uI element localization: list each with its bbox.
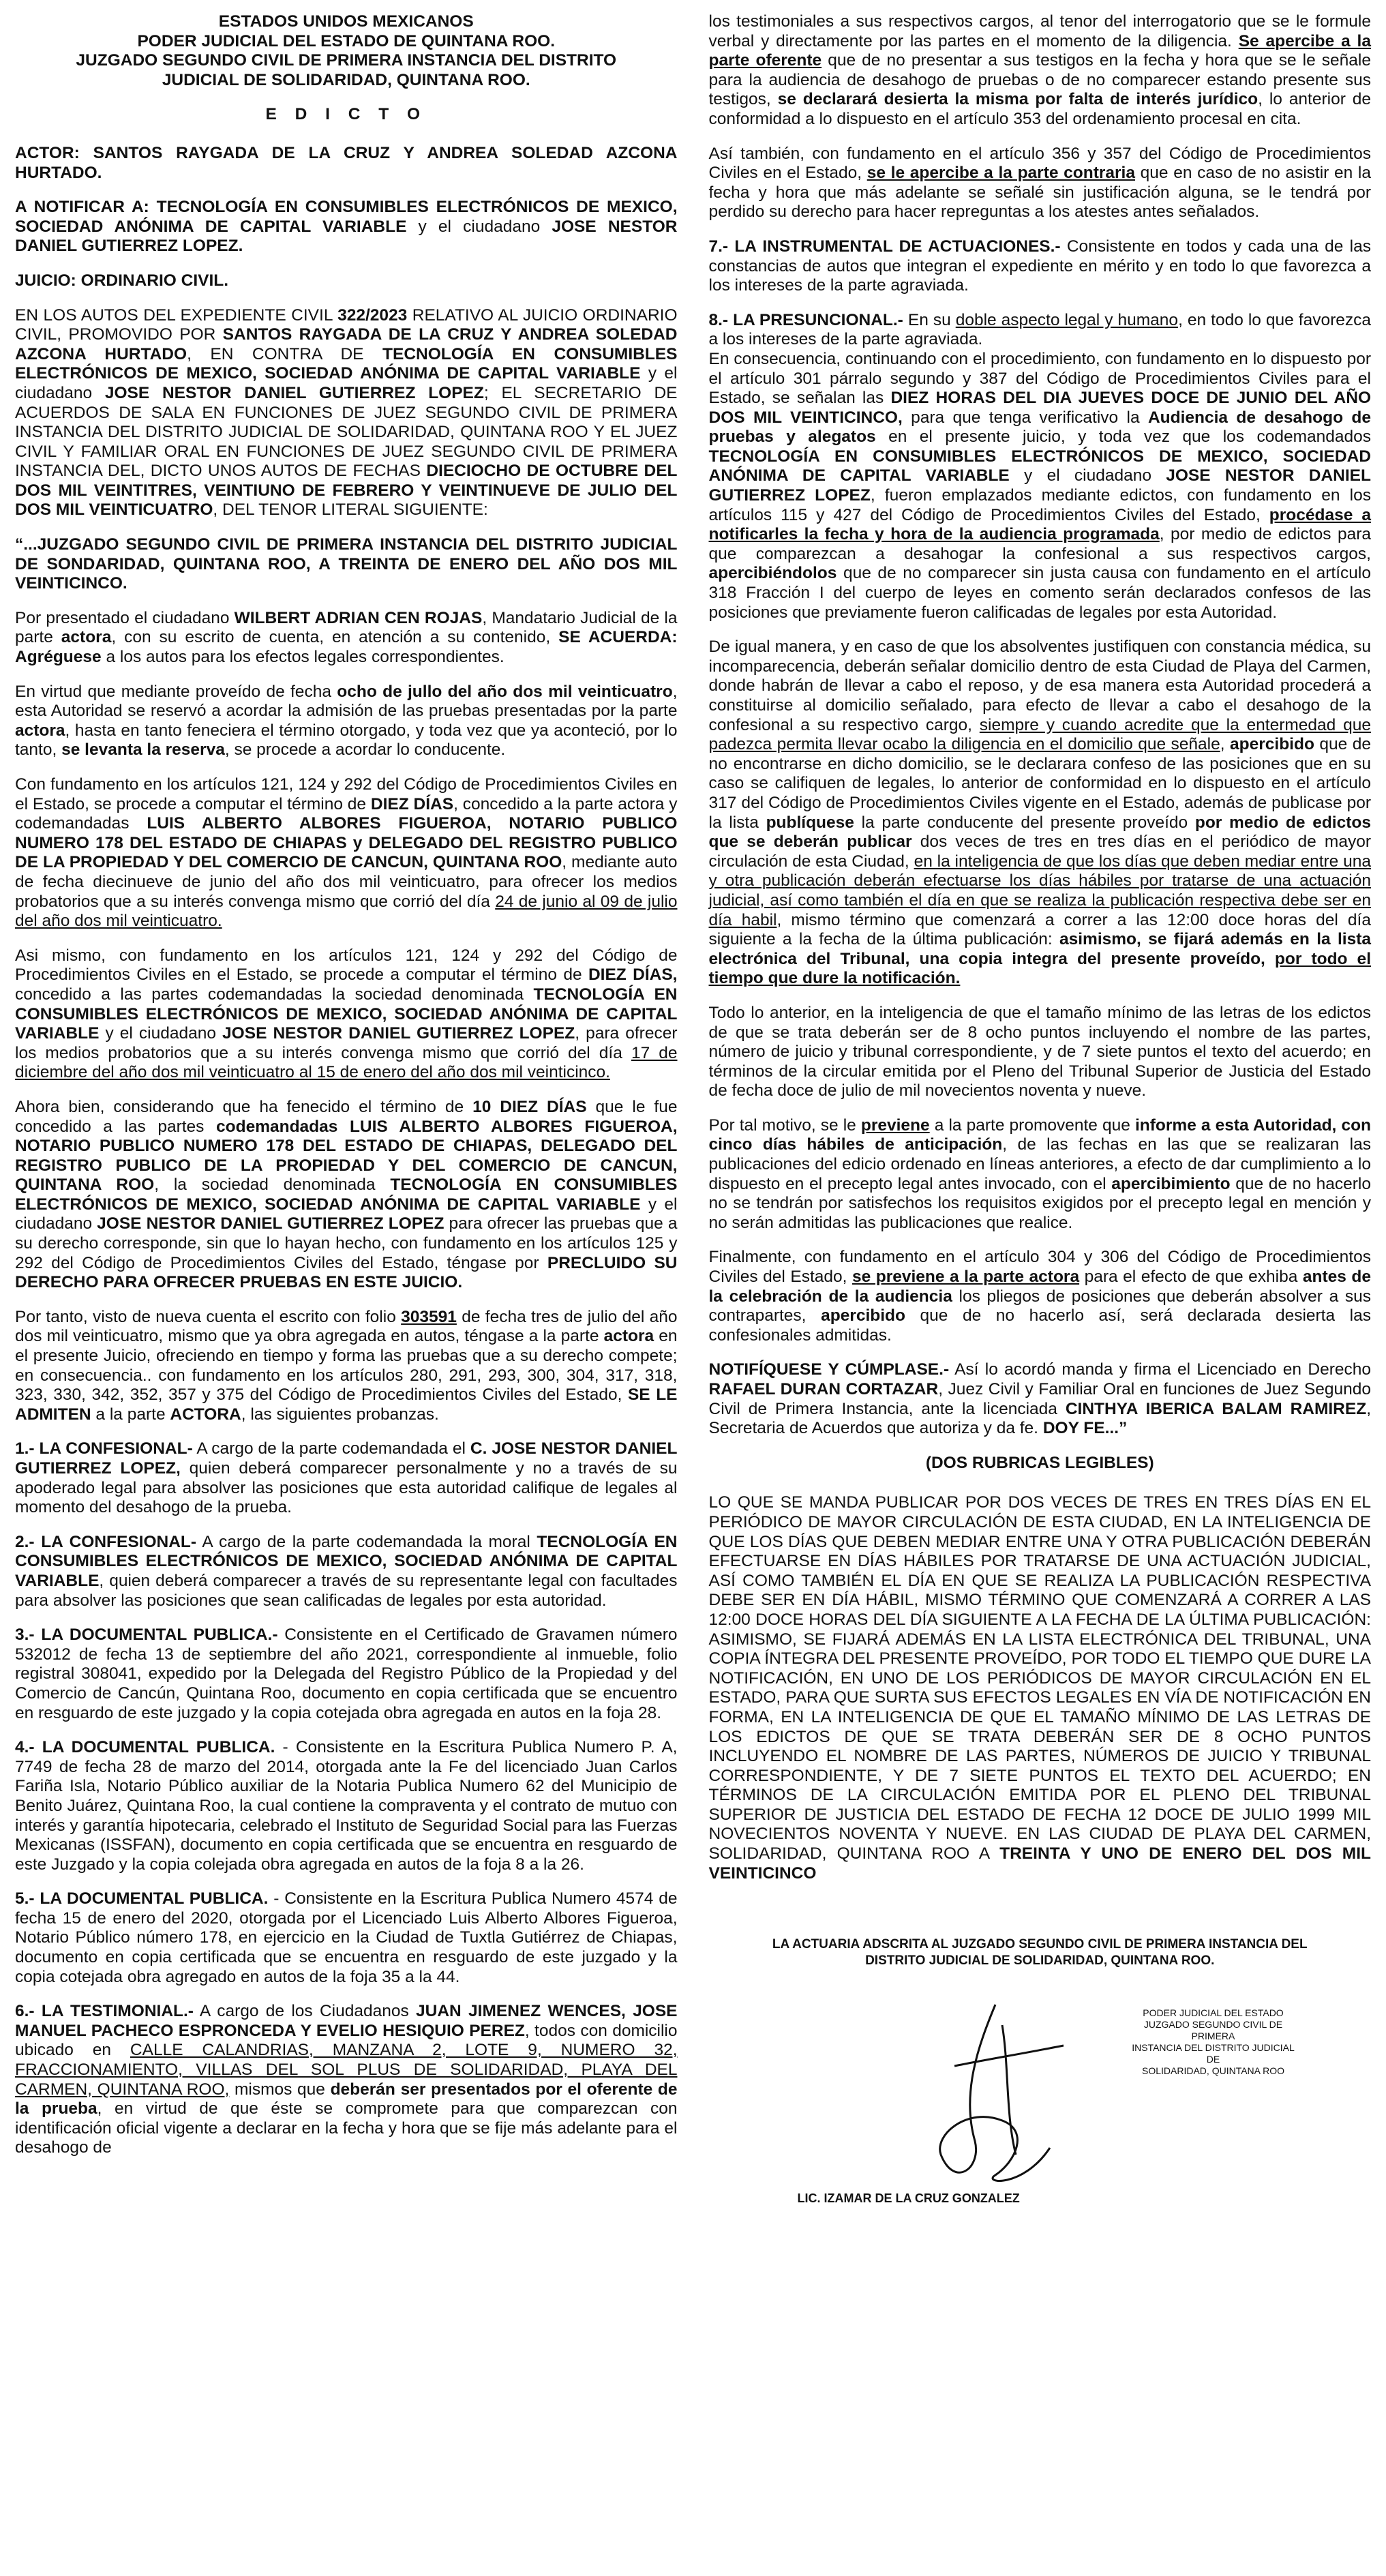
evidence-1: 1.- LA CONFESIONAL- A cargo de la parte codemandada el C. JOSE NESTOR DANIEL GUTIERREZ LOPEZ, quien deberá comparecer personalmente y no a través de su apoderado legal para absolver las posiciones que esta autoridad califique de legales al momento del desahogo de la prueba. (15, 1439, 678, 1517)
actuary-title: LA ACTUARIA ADSCRITA AL JUZGADO SEGUNDO CIVIL DE PRIMERA INSTANCIA DEL DISTRITO JUDICIAL DE SOLIDARIDAD, QUINTANA ROO. (772, 1937, 1308, 1968)
actuary-name: LIC. IZAMAR DE LA CRUZ GONZALEZ (797, 2191, 1020, 2206)
evidence-3: 3.- LA DOCUMENTAL PUBLICA.- Consistente en el Certificado de Gravamen número 532012 de fecha 13 de septiembre del año 2021, correspondiente al inmueble, folio registral 308041, expedido por la Delegada del Registro Público de la Propiedad y del Comercio de Cancún, Quintana Roo, documento en copia certificada que se encuentro en resguardo de este juzgado y la copia cotejada obra agregada en autos en la foja 28. (15, 1626, 678, 1722)
seal-line-1: PODER JUDICIAL DEL ESTADO (1143, 2007, 1284, 2019)
notice-paragraph: Por tal motivo, se le previene a la parte promovente que informe a esta Autoridad, con cinco días hábiles de anticipación, de las fechas en las que se realizaran las publicaciones del edicio ordenado en líneas anteriores, a efecto de dar cumplimiento a lo dispuesto en el precepto legal antes invocado, con el apercibimiento que de no hacerlo no se tendrán por satisfechos los requisitos exigidos por el precepto legal en mención y no serán admitidas las publicaciones que realice. (708, 1115, 1372, 1232)
evidence-6: 6.- LA TESTIMONIAL.- A cargo de los Ciudadanos JUAN JIMENEZ WENCES, JOSE MANUEL PACHECO ESPRONCEDA Y EVELIO HESIQUIO PEREZ, todos con domicilio ubicado en CALLE CALANDRIAS, MANZANA 2, LOTE 9, NUMERO 32, FRACCIONAMIENTO, VILLAS DEL SOL PLUS DE SOLIDARIDAD, PLAYA DEL CARMEN, QUINTANA ROO, mismos que deberán ser presentados por el oferente de la prueba, en virtud de que éste se compromete para que comparezcan con identificación oficial vigente a declarar en la fecha y hora que se fije más adelante para el desahogo de (15, 2002, 678, 2157)
seal-line-2: JUZGADO SEGUNDO CIVIL DE PRIMERA (1143, 2019, 1283, 2042)
right-column (709, 12, 1372, 2236)
court-seal (1125, 2007, 1302, 2077)
header-district: JUDICIAL DE SOLIDARIDAD, QUINTANA ROO. (162, 70, 530, 89)
seal-line-3: INSTANCIA DEL DISTRITO JUDICIAL DE (1132, 2042, 1295, 2065)
case-paragraph: EN LOS AUTOS DEL EXPEDIENTE CIVIL 322/2023 RELATIVO AL JUICIO ORDINARIO CIVIL, PROMOVIDO POR SANTOS RAYGADA DE LA CRUZ Y ANDREA SOLEDAD AZCONA HURTADO, EN CONTRA DE TECNOLOGÍA EN CONSUMIBLES ELECTRÓNICOS DE MEXICO, SOCIEDAD ANÓNIMA DE CAPITAL VARIABLE y el ciudadano JOSE NESTOR DANIEL GUTIERREZ LOPEZ; EL SECRETARIO DE ACUERDOS DE SALA EN FUNCIONES DE JUEZ SEGUNDO CIVIL DE PRIMERA INSTANCIA DEL DISTRITO JUDICIAL DE SOLIDARIDAD, QUINTANA ROO Y EL JUEZ CIVIL Y FAMILIAR ORAL EN FUNCIONES DE JUEZ SEGUNDO CIVIL DE PRIMERA INSTANCIA DEL, DICTO UNOS AUTOS DE FECHAS DIECIOCHO DE OCTUBRE DEL DOS MIL VEINTITRES, VEINTIUNO DE FEBRERO Y VEINTINUEVE DE JULIO DEL DOS MIL VEINTICUATRO, DEL TENOR LITERAL SIGUIENTE: (15, 305, 678, 520)
evidence-2: 2.- LA CONFESIONAL- A cargo de la parte codemandada la moral TECNOLOGÍA EN CONSUMIBLES ELECTRÓNICOS DE MEXICO, SOCIEDAD ANÓNIMA DE CAPITAL VARIABLE, quien deberá comparecer a través de su representante legal con facultades para absolver las posiciones que sean calificadas de legales por esta autoridad. (15, 1532, 678, 1610)
testimonial-continued: los testimoniales a sus respectivos cargos, al tenor del interrogatorio que se le formule verbal y directamente por las partes en el momento de la diligencia. Se apercibe a la parte oferente que de no presentar a sus testigos en la fecha y hora que se le señale para la audiencia de desahogo de pruebas o de no comparecer estando presente sus testigos, se declarará desierta la misma por falta de interés jurídico, lo anterior de conformidad a lo dispuesto en el artículo 353 del ordenamiento procesal en cita. (708, 12, 1372, 128)
quote-heading: “...JUZGADO SEGUNDO CIVIL DE PRIMERA INSTANCIA DEL DISTRITO JUDICIAL DE SONDARIDAD, QUINTANA ROO, A TREINTA DE ENERO DEL AÑO DOS MIL VEINTICINCO. (15, 535, 678, 593)
notify-line: A NOTIFICAR A: TECNOLOGÍA EN CONSUMIBLES ELECTRÓNICOS DE MEXICO, SOCIEDAD ANÓNIMA DE CAPITAL VARIABLE y el ciudadano JOSE NESTOR DANIEL GUTIERREZ LOPEZ. (15, 198, 678, 256)
medical-paragraph: De igual manera, y en caso de que los absolventes justifiquen con constancia médica, su incomparecencia, deberán señalar domicilio dentro de esta Ciudad de Playa del Carmen, donde habrán de llevar a cabo el reposo, y de esa manera esta Autoridad procederá a constituirse al domicilio señalado, para efecto de llevar a cabo el desahogo de la confesional a su respectivo cargo, siempre y cuando acredite que la entermedad que padezca permita llevar ocabo la diligencia en el domicilio que señale, apercibido que de no encontrarse en dicho domicilio, se le declarara confeso de las posiciones que en su caso se califiquen de legales, lo anterior de conformidad en lo dispuesto en el artículo 317 del Código de Procedimientos Civiles vigente en el Estado, además de publicase por la lista publíquese la parte conducente del presente proveído por medio de edictos que se deberán publicar dos veces de tres en tres días en el periódico de mayor circulación de esta Ciudad, en la inteligencia de que los días que deben mediar entre una y otra publicación deberán efectuarse los días hábiles por tratarse de una actuación judicial, así como también el día en que se realiza la publicación respectiva debe ser en día habil, mismo término que comenzará a correr a las 12:00 doce horas del día siguiente a la fecha de la última publicación: asimismo, se fijará además en la lista electrónica del Tribunal, una copia integra del presente proveído, por todo el tiempo que dure la notificación. (708, 638, 1371, 988)
actor-line: ACTOR: SANTOS RAYGADA DE LA CRUZ Y ANDREA SOLEDAD AZCONA HURTADO. (15, 143, 678, 182)
evidence-4: 4.- LA DOCUMENTAL PUBLICA. - Consistente en la Escritura Publica Numero P. A, 7749 de fecha 28 de marzo del 2014, otorgada ante la Fe del licenciado Juan Carlos Fariña Isla, Notario Público auxiliar de la Notaria Publica Numero 62 del Municipio de Benito Juárez, Quintana Roo, la cual contiene la compraventa y el contrato de mutuo con interés y garantía hipotecaria, celebrado el Instituto de Seguridad Social para las Fuerzas Mexicanas (ISSFAN), documento en copia certificada que se encuentra en resguardo de este Juzgado y la copia colejada obra agregada en autos de la foja 8 a la 26. (15, 1738, 678, 1874)
document-header (15, 12, 678, 90)
paragraph-admitted: Por tanto, visto de nueva cuenta el escrito con folio 303591 de fecha tres de julio del año dos mil veinticuatro, mismo que ya obra agregada en autos, téngase a la parte actora en el presente Juicio, ofreciendo en tiempo y forma las pruebas que a su derecho compete; en consecuencia.. con fundamento en los artículos 280, 291, 293, 300, 304, 317, 318, 323, 330, 342, 352, 357 y 375 del Código de Procedimientos Civiles del Estado, SE LE ADMITEN a la parte ACTORA, las siguientes probanzas. (15, 1307, 678, 1424)
paragraph-reserve: En virtud que mediante proveído de fecha ocho de jullo del año dos mil veinticuatro, esta Autoridad se reservó a acordar la admisión de las pruebas presentadas por la parte actora, hasta en tanto feneciera el término otorgado, y toda vez que ya aconteció, por lo tanto, se levanta la reserva, se procede a acordar lo conducente. (15, 682, 678, 760)
notify-comply: NOTIFÍQUESE Y CÚMPLASE.- Así lo acordó manda y firma el Licenciado en Derecho RAFAEL DURAN CORTAZAR, Juez Civil y Familiar Oral en funciones de Juez Segundo Civil de Primera Instancia, ante la licenciada CINTHYA IBERICA BALAM RAMIREZ, Secretaria de Acuerdos que autoriza y da fe. DOY FE...” (708, 1360, 1371, 1438)
paragraph-term-actor: Con fundamento en los artículos 121, 124 y 292 del Código de Procedimientos Civiles en el Estado, se procede a computar el término de DIEZ DÍAS, concedido a la parte actora y codemandadas LUIS ALBERTO ALBORES FIGUEROA, NOTARIO PUBLICO NUMERO 178 DEL ESTADO DE CHIAPAS y DELEGADO DEL REGISTRO PUBLICO DE LA PROPIEDAD Y DEL COMERCIO DE CANCUN, QUINTANA ROO, mediante auto de fecha diecinueve de junio del año dos mil veinticuatro, para ofrecer los medios probatorios que a su interés convenga mismo que corrió del día 24 de junio al 09 de julio del año dos mil veinticuatro. (15, 775, 678, 931)
font-size-paragraph: Todo lo anterior, en la inteligencia de que el tamaño mínimo de las letras de los edictos de que se trata deberán ser de 8 ocho puntos incluyendo el nombre de las partes, número de juicio y tribunal correspondiente, y de 7 siete puntos el texto del acuerdo; en términos de la circular emitida por el Pleno del Tribunal Superior de Justicia del Estado de fecha doce de julio de mil novecientos noventa y nueve. (708, 1003, 1371, 1100)
header-judiciary: PODER JUDICIAL DEL ESTADO DE QUINTANA ROO. (137, 31, 556, 50)
publication-order: LO QUE SE MANDA PUBLICAR POR DOS VECES DE TRES EN TRES DÍAS EN EL PERIÓDICO DE MAYOR CIRCULACIÓN DE ESTA CIUDAD, EN LA INTELIGENCIA DE QUE LOS DÍAS QUE DEBEN MEDIAR ENTRE UNA Y OTRA PUBLICACIÓN DEBERÁN EFECTUARSE EN DÍAS HÁBILES POR TRATARSE DE UNA ACTUACIÓN JUDICIAL, ASÍ COMO TAMBIÉN EL DÍA EN QUE SE REALIZA LA PUBLICACIÓN RESPECTIVA DEBE SER EN DÍA HÁBIL, MISMO TÉRMINO QUE COMENZARÁ A CORRER A LAS 12:00 DOCE HORAS DEL DÍA SIGUIENTE A LA FECHA DE LA ÚLTIMA PUBLICACIÓN: ASIMISMO, SE FIJARÁ ADEMÁS EN LA LISTA ELECTRÓNICA DEL TRIBUNAL, UNA COPIA ÍNTEGRA DEL PRESENTE PROVEÍDO, POR TODO EL TIEMPO QUE DURE LA NOTIFICACIÓN, EN UNO DE LOS PERIÓDICOS DE MAYOR CIRCULACIÓN EN EL ESTADO, PARA QUE SURTA SUS EFECTOS LEGALES EN VÍA DE NOTIFICACIÓN EN FORMA, EN LA INTELIGENCIA DE QUE EL TAMAÑO MÍNIMO DE LAS LETRAS DE LOS EDICTOS DE QUE SE TRATA DEBERÁN SER DE 8 OCHO PUNTOS INCLUYENDO EL NOMBRE DE LAS PARTES, NÚMEROS DE JUICIO Y TRIBUNAL CORRESPONDIENTE, Y DE 7 SIETE PUNTOS EL TEXTO DEL ACUERDO; EN TÉRMINOS DE LA CIRCULACIÓN EMITIDA POR EL PLENO DEL TRIBUNAL SUPERIOR DE JUSTICIA DEL ESTADO DE FECHA 12 DOCE DE JULIO 1999 MIL NOVECIENTOS NOVENTA Y NUEVE. EN LAS CIUDAD DE PLAYA DEL CARMEN, SOLIDARIDAD, QUINTANA ROO A TREINTA Y UNO DE ENERO DEL DOS MIL VEINTICINCO (708, 1493, 1371, 1883)
contrary-warning: Así también, con fundamento en el artículo 356 y 357 del Código de Procedimientos Civiles en el Estado, se le apercibe a la parte contraria que en caso de no asistir en la fecha y hora que más adelante se señalé sin justificación alguna, se le tendrá por perdido su derecho para hacer repreguntas a los atestes antes señalados. (708, 144, 1371, 222)
handwritten-signature (914, 1984, 1091, 2202)
document-title: E D I C T O (265, 105, 427, 124)
header-country: ESTADOS UNIDOS MEXICANOS (218, 12, 474, 31)
signatures-note: (DOS RUBRICAS LEGIBLES) (925, 1453, 1154, 1472)
paragraph-term-defendants: Asi mismo, con fundamento en los artículos 121, 124 y 292 del Código de Procedimientos Civiles en el Estado, se procede a computar el término de DIEZ DÍAS, concedido a las partes codemandadas la sociedad denominada TECNOLOGÍA EN CONSUMIBLES ELECTRÓNICOS DE MEXICO, SOCIEDAD ANÓNIMA DE CAPITAL VARIABLE y el ciudadano JOSE NESTOR DANIEL GUTIERREZ LOPEZ, para ofrecer los medios probatorios que a su interés convenga mismo que corrió del día 17 de diciembre del año dos mil veinticuatro al 15 de enero del año dos mil veinticinco. (15, 946, 678, 1082)
evidence-7: 7.- LA INSTRUMENTAL DE ACTUACIONES.- Consistente en todos y cada una de las constancias de autos que integran el expediente en mérito y en todo lo que favorezca a los intereses de la parte agraviada. (708, 237, 1371, 295)
left-column (15, 12, 678, 2173)
signature-block (709, 1936, 1372, 2236)
paragraph-precluded: Ahora bien, considerando que ha fenecido el término de 10 DIEZ DÍAS que le fue concedido a las partes codemandadas LUIS ALBERTO ALBORES FIGUEROA, NOTARIO PUBLICO NUMERO 178 DEL ESTADO DE CHIAPAS, DELEGADO DEL REGISTRO PUBLICO DE LA PROPIEDAD Y DEL COMERCIO DE CANCUN, QUINTANA ROO, la sociedad denominada TECNOLOGÍA EN CONSUMIBLES ELECTRÓNICOS DE MEXICO, SOCIEDAD ANÓNIMA DE CAPITAL VARIABLE y el ciudadano JOSE NESTOR DANIEL GUTIERREZ LOPEZ para ofrecer las pruebas que a su derecho corresponde, sin que lo hayan hecho, con fundamento en los artículos 125 y 292 del Código de Procedimientos Civiles del Estado, téngase por PRECLUIDO SU DERECHO PARA OFRECER PRUEBAS EN ESTE JUICIO. (15, 1097, 678, 1292)
evidence-8: 8.- LA PRESUNCIONAL.- En su doble aspecto legal y humano, en todo lo que favorezca a los intereses de la parte agraviada. En consecuencia, continuando con el procedimiento, con fundamento en lo dispuesto por el artículo 301 párralo segundo y 387 del Código de Procedimientos Civiles para el Estado, se señalan las DIEZ HORAS DEL DIA JUEVES DOCE DE JUNIO DEL AÑO DOS MIL VEINTICINCO, para que tenga verificativo la Audiencia de desahogo de pruebas y alegatos en el presente juicio, y toda vez que los codemandados TECNOLOGÍA EN CONSUMIBLES ELECTRÓNICOS DE MEXICO, SOCIEDAD ANÓNIMA DE CAPITAL VARIABLE y el ciudadano JOSE NESTOR DANIEL GUTIERREZ LOPEZ, fueron emplazados mediante edictos, con fundamento en los artículos 115 y 427 del Código de Procedimientos Civiles del Estado, procédase a notificarles la fecha y hora de la audiencia programada, por medio de edictos para que comparezcan a desahogar la confesional a sus respectivos cargos, apercibiéndolos que de no comparecer sin justa causa con fundamento en el artículo 318 Fracción I del cuerpo de leyes en comento serán declarados confesos de las posiciones que previamente fueron calificadas de legales por esta Autoridad. (708, 310, 1372, 622)
evidence-5: 5.- LA DOCUMENTAL PUBLICA. - Consistente en la Escritura Publica Numero 4574 de fecha 15 de enero del 2020, otorgada por el Licenciado Luis Alberto Albores Figueroa, Notario Público número 178, en ejercicio en la Ciudad de Tuxtla Gutiérrez de Chiapas, documento en copia certificada que se encuentra en resguardo de este juzgado y la copia cotejada obra agregado en autos de la foja 35 a la 44. (15, 1889, 678, 1986)
seal-line-4: SOLIDARIDAD, QUINTANA ROO (1142, 2065, 1284, 2077)
header-court: JUZGADO SEGUNDO CIVIL DE PRIMERA INSTANCIA DEL DISTRITO (76, 51, 617, 70)
trial-type: JUICIO: ORDINARIO CIVIL. (15, 271, 229, 290)
paragraph-presented: Por presentado el ciudadano WILBERT ADRIAN CEN ROJAS, Mandatario Judicial de la parte actora, con su escrito de cuenta, en atención a su contenido, SE ACUERDA: Agréguese a los autos para los efectos legales correspondientes. (15, 608, 678, 667)
final-provision: Finalmente, con fundamento en el artículo 304 y 306 del Código de Procedimientos Civiles del Estado, se previene a la parte actora para el efecto de que exhiba antes de la celebración de la audiencia los pliegos de posiciones que deberán absolver a sus contrapartes, apercibido que de no hacerlo así, será declarada desierta las confesionales admitidas. (708, 1248, 1371, 1345)
